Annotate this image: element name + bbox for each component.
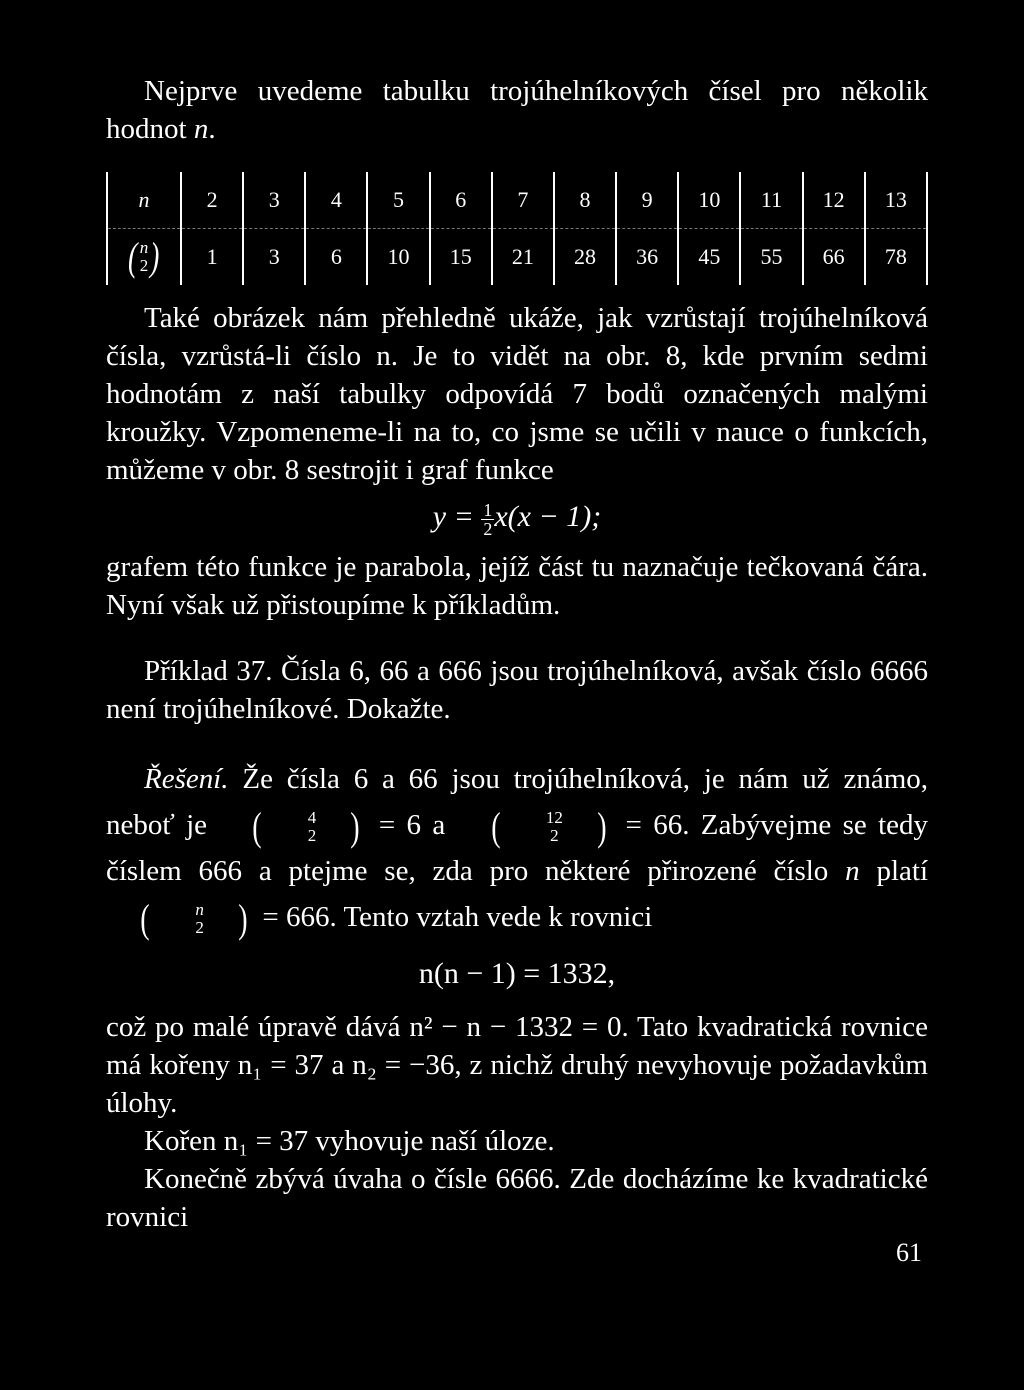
- fraction-top: 1: [483, 499, 493, 520]
- paren-right: ): [350, 803, 360, 849]
- intro-paragraph: [106, 72, 928, 148]
- solution-variable: n: [845, 854, 860, 887]
- paren-left: (: [490, 803, 501, 849]
- table-cell: 3: [243, 229, 305, 286]
- table-cell: 7: [492, 172, 554, 229]
- solution-label: Řešení.: [144, 762, 229, 795]
- binomial: [126, 234, 161, 279]
- binomial-stack: [508, 809, 563, 845]
- table-cell: 10: [367, 229, 429, 286]
- table-cell: 10: [678, 172, 740, 229]
- paragraph-4: Kořen n₁ = 37 vyhovuje naší úloze.: [144, 1124, 555, 1157]
- page-content: [106, 72, 928, 1236]
- eq1-rhs: x(x − 1);: [494, 500, 602, 533]
- table-head-binom: [107, 229, 181, 286]
- solution-paragraph: [106, 756, 928, 940]
- table-cell: 66: [803, 229, 865, 286]
- intro-variable: n: [193, 113, 209, 145]
- binomial-top: n: [139, 238, 149, 257]
- binomial: [218, 803, 367, 849]
- binomial-top: 4: [307, 807, 317, 827]
- binomial: [457, 803, 615, 849]
- table-cell: 1: [181, 229, 243, 286]
- table-cell: 5: [367, 172, 429, 229]
- table-cell: 13: [865, 172, 927, 229]
- eq1-lhs: y =: [432, 500, 474, 533]
- binomial-top: n: [195, 899, 204, 919]
- binomial-bottom: 2: [307, 825, 317, 845]
- intro-end: .: [208, 113, 216, 145]
- table-cell: 2: [181, 172, 243, 229]
- equation-parabola: [106, 497, 928, 538]
- paragraph-5: Konečně zbývá úvaha o čísle 6666. Zde docházíme ke kvadratické rovnici: [106, 1162, 928, 1233]
- binomial-stack: [270, 809, 317, 845]
- binomial-bottom: 2: [195, 917, 204, 937]
- spacer: [106, 624, 928, 652]
- paren-left: (: [140, 895, 150, 941]
- binomial: [106, 895, 255, 941]
- example-37: Příklad 37. Čísla 6, 66 a 666 jsou trojúhelníková, avšak číslo 6666 není trojúhelníkové. Dokažte.: [106, 654, 928, 725]
- solution-text-5: = 666. Tento vztah vede k rovnici: [262, 900, 653, 933]
- table-cell: 3: [243, 172, 305, 229]
- paren-right: ): [238, 895, 248, 941]
- binomial-stack: [140, 239, 149, 275]
- spacer: [106, 285, 928, 299]
- binomial-bottom: 2: [550, 825, 559, 845]
- table-cell: 9: [616, 172, 678, 229]
- table-row-n: [107, 172, 927, 229]
- solution-text-1: Že čísla 6 a 66 jsou trojúhelníková, je nám už známo, neboť je: [106, 762, 929, 841]
- intro-text: Nejprve uvedeme tabulku trojúhelníkových čísel pro několik hodnot: [106, 75, 928, 145]
- solution-text-4: platí: [876, 854, 928, 887]
- table-cell: 6: [430, 172, 492, 229]
- table-cell: 11: [740, 172, 802, 229]
- fraction: [481, 501, 494, 538]
- paren-left: (: [128, 234, 138, 279]
- table-cell: 55: [740, 229, 802, 286]
- table-cell: 15: [430, 229, 492, 286]
- table-cell: 8: [554, 172, 616, 229]
- page-number: 61: [896, 1238, 922, 1267]
- fraction-bottom: 2: [483, 518, 493, 539]
- table-head-n: n: [107, 172, 181, 229]
- binomial-stack: [157, 901, 204, 937]
- spacer: [106, 728, 928, 756]
- table-cell: 21: [492, 229, 554, 286]
- solution-text-3: = 66. Zabývejme se tedy číslem 666 a ptejme se, zda pro některé přirozené číslo: [106, 808, 928, 887]
- table-cell: 45: [678, 229, 740, 286]
- binomial-bottom: 2: [139, 256, 149, 275]
- table-cell: 78: [865, 229, 927, 286]
- triangular-numbers-table: [106, 172, 928, 285]
- equation-quadratic: n(n − 1) = 1332,: [418, 956, 616, 990]
- paragraph-1: Také obrázek nám přehledně ukáže, jak vzrůstají trojúhelníková čísla, vzrůstá-li číslo n. Je to vidět na obr. 8, kde prvním sedmi hodnotám z naší tabulky odpovídá 7 bodů označených malými kroužky. Vzpomeneme-li na to, co jsme se učili v nauce o funkcích, můžeme v obr. 8 sestrojit i graf funkce: [106, 302, 928, 486]
- table-cell: 12: [803, 172, 865, 229]
- table-cell: 4: [305, 172, 367, 229]
- table-cell: 36: [616, 229, 678, 286]
- table-row-binom: [107, 229, 927, 286]
- paragraph-3: což po malé úpravě dává n² − n − 1332 = 0. Tato kvadratická rovnice má kořeny n₁ = 37 a n₂ = −36, z nichž druhý nevyhovuje požadavkům úlohy.: [106, 1010, 928, 1119]
- paren-right: ): [597, 803, 607, 849]
- table-cell: 28: [554, 229, 616, 286]
- paren-right: ): [150, 234, 160, 279]
- binomial-top: 12: [545, 807, 563, 827]
- paren-left: (: [252, 803, 262, 849]
- solution-text-2: = 6 a: [378, 808, 446, 841]
- table-cell: 6: [305, 229, 367, 286]
- paragraph-2: grafem této funkce je parabola, jejíž část tu naznačuje tečkovaná čára. Nyní však už přistoupíme k příkladům.: [106, 550, 928, 621]
